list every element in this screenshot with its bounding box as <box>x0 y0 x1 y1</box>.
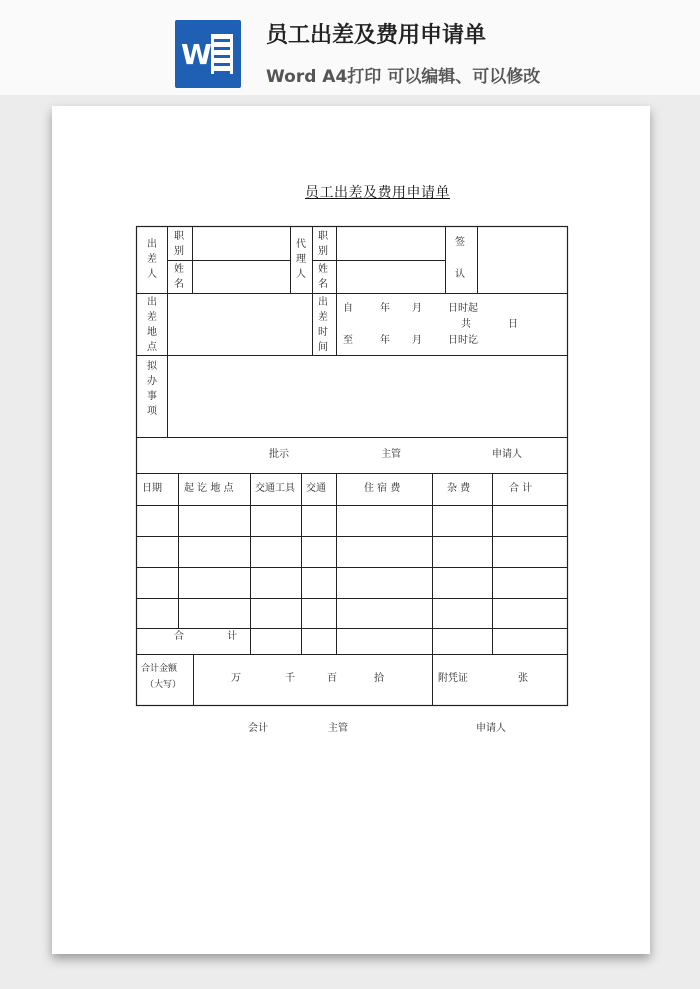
position-label-1: 职别 <box>174 231 184 257</box>
year-label-2: 年 <box>380 335 390 346</box>
header-lodging: 住 宿 费 <box>364 483 401 494</box>
name-label-2: 姓名 <box>318 264 328 290</box>
unit-qian: 千 <box>285 673 295 684</box>
footer-applicant: 申请人 <box>476 723 506 734</box>
supervisor-label: 主管 <box>381 449 401 460</box>
header-transport-tool: 交通工具 <box>255 483 295 494</box>
header-date: 日期 <box>142 483 162 494</box>
sign-label-bottom: 认 <box>455 269 465 280</box>
footer-accountant: 会计 <box>248 723 268 734</box>
voucher-label: 附凭证 <box>438 673 468 684</box>
tasks-label: 拟办事项 <box>147 361 157 417</box>
day-start-label: 日时起 <box>448 303 478 314</box>
header-route: 起 讫 地 点 <box>184 483 234 494</box>
traveler-label: 出差人 <box>147 239 157 280</box>
document-title: 员工出差及费用申请单 <box>305 185 450 201</box>
time-label: 出差时间 <box>318 297 328 353</box>
day-unit-label: 日 <box>508 319 518 330</box>
banner-title: 员工出差及费用申请单 <box>266 23 487 48</box>
agent-label: 代理人 <box>296 239 306 280</box>
place-label: 出差地点 <box>147 297 157 353</box>
year-label-1: 年 <box>380 303 390 314</box>
position-label-2: 职别 <box>318 231 328 257</box>
banner-subtitle: Word A4打印 可以编辑、可以修改 <box>266 67 541 87</box>
total-days-label: 共 <box>461 319 471 330</box>
footer-supervisor: 主管 <box>328 723 348 734</box>
month-label-2: 月 <box>412 335 422 346</box>
word-logo-letter: W <box>181 38 212 71</box>
unit-bai: 百 <box>327 673 337 684</box>
header-transport: 交通 <box>306 483 326 494</box>
unit-shi: 拾 <box>374 673 384 684</box>
applicant-label: 申请人 <box>492 449 522 460</box>
amount-label-line2: （大写） <box>145 680 182 690</box>
to-label: 至 <box>343 335 353 346</box>
sign-label-top: 签 <box>455 237 465 248</box>
month-label-1: 月 <box>412 303 422 314</box>
total-row-label: 合 计 <box>174 631 238 642</box>
unit-wan: 万 <box>231 673 241 684</box>
header-misc: 杂 费 <box>447 483 471 494</box>
instruction-label: 批示 <box>269 449 289 460</box>
day-end-label: 日时讫 <box>448 335 478 346</box>
header-subtotal: 合 计 <box>509 483 533 494</box>
name-label-1: 姓名 <box>174 264 184 290</box>
from-label: 自 <box>343 303 353 314</box>
amount-label-line1: 合计金额 <box>141 664 178 674</box>
zhang-label: 张 <box>518 673 528 684</box>
